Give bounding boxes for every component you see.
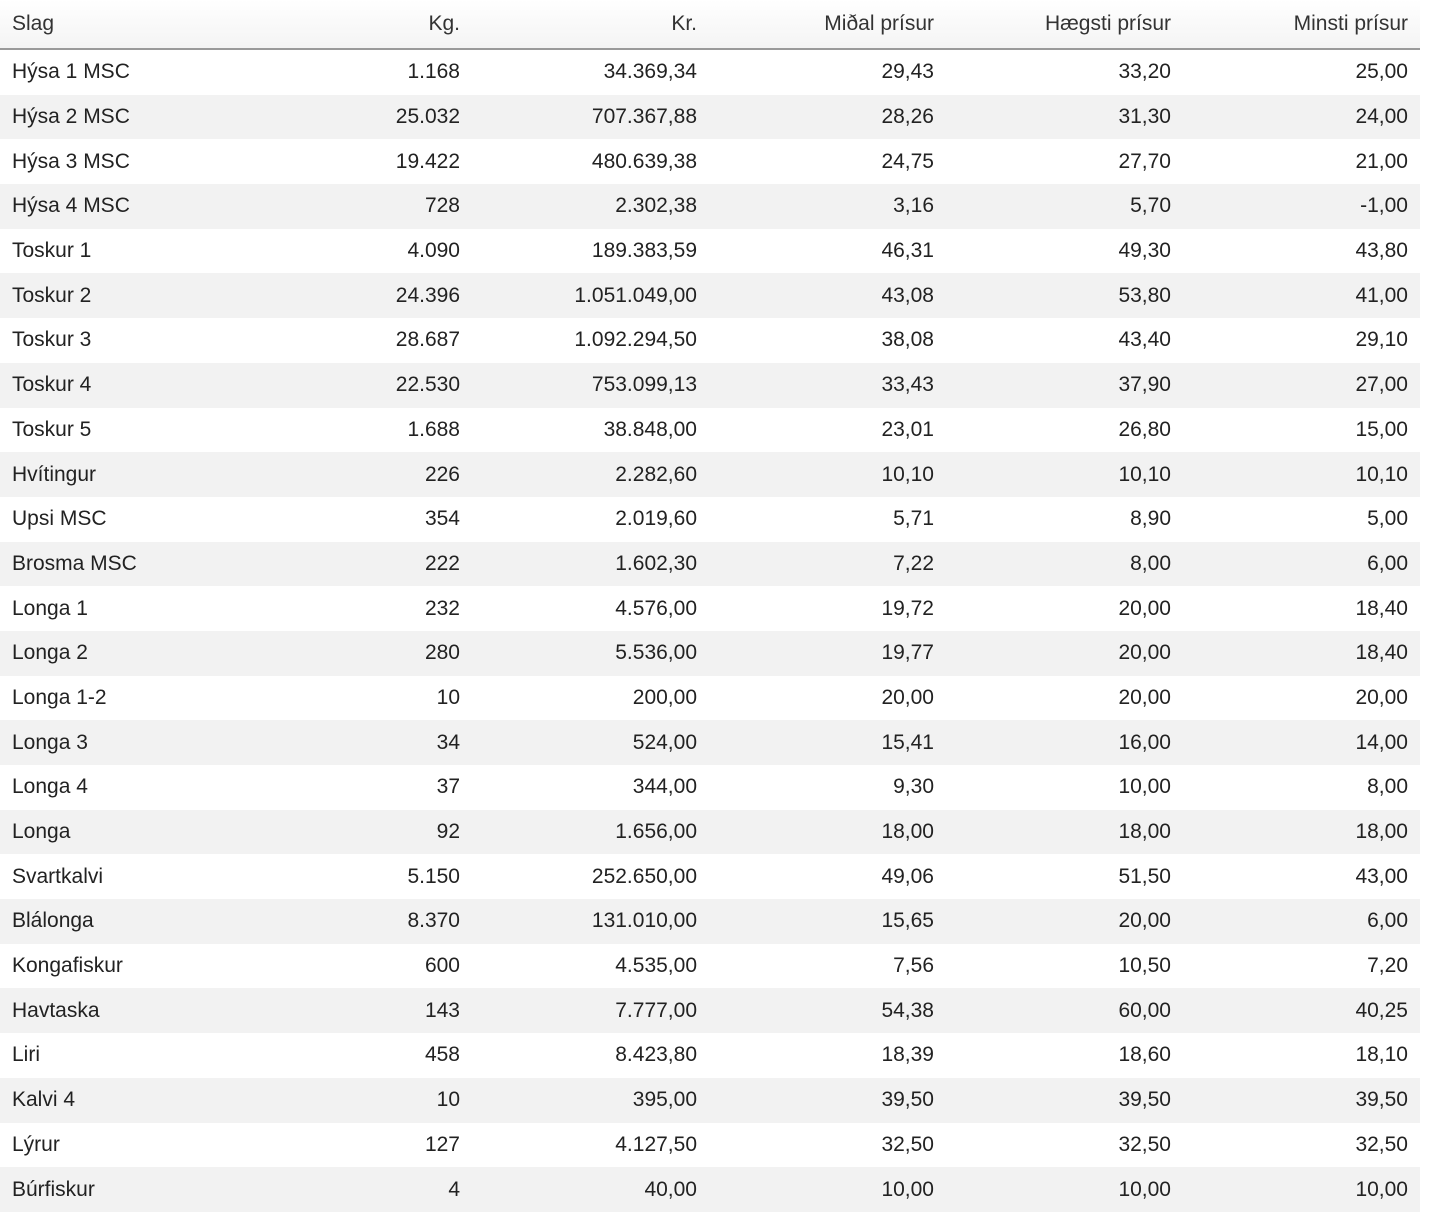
cell-min-price: 25,00	[1183, 49, 1420, 95]
table-row	[0, 676, 1420, 721]
cell-min-price: 6,00	[1183, 542, 1420, 587]
cell-max-price: 16,00	[946, 720, 1183, 765]
cell-slag: Hýsa 2 MSC	[0, 95, 240, 140]
cell-kg: 92	[240, 810, 472, 855]
table-row	[0, 1078, 1420, 1123]
cell-min-price: 43,80	[1183, 229, 1420, 274]
cell-kg: 10	[240, 676, 472, 721]
cell-slag: Longa 2	[0, 631, 240, 676]
table-row	[0, 139, 1420, 184]
cell-max-price: 20,00	[946, 631, 1183, 676]
cell-slag: Longa 4	[0, 765, 240, 810]
column-header-kg[interactable]: Kg.	[240, 0, 472, 49]
cell-min-price: 5,00	[1183, 497, 1420, 542]
cell-max-price: 20,00	[946, 586, 1183, 631]
table-row	[0, 229, 1420, 274]
table-row	[0, 944, 1420, 989]
cell-kr: 7.777,00	[472, 988, 709, 1033]
cell-kg: 226	[240, 452, 472, 497]
cell-kr: 4.127,50	[472, 1123, 709, 1168]
cell-min-price: 21,00	[1183, 139, 1420, 184]
cell-slag: Toskur 1	[0, 229, 240, 274]
cell-avg-price: 19,77	[709, 631, 946, 676]
cell-avg-price: 39,50	[709, 1078, 946, 1123]
table-row	[0, 452, 1420, 497]
cell-min-price: 10,10	[1183, 452, 1420, 497]
cell-avg-price: 10,00	[709, 1167, 946, 1212]
cell-avg-price: 38,08	[709, 318, 946, 363]
cell-avg-price: 29,43	[709, 49, 946, 95]
cell-kg: 37	[240, 765, 472, 810]
cell-kr: 753.099,13	[472, 363, 709, 408]
cell-slag: Havtaska	[0, 988, 240, 1033]
cell-max-price: 10,00	[946, 1167, 1183, 1212]
cell-min-price: 15,00	[1183, 408, 1420, 453]
cell-slag: Hýsa 1 MSC	[0, 49, 240, 95]
cell-slag: Toskur 2	[0, 273, 240, 318]
table-row	[0, 1033, 1420, 1078]
cell-kr: 524,00	[472, 720, 709, 765]
cell-slag: Longa 3	[0, 720, 240, 765]
cell-max-price: 26,80	[946, 408, 1183, 453]
cell-avg-price: 33,43	[709, 363, 946, 408]
column-header-max-price[interactable]: Hægsti prísur	[946, 0, 1183, 49]
cell-avg-price: 19,72	[709, 586, 946, 631]
cell-kr: 131.010,00	[472, 899, 709, 944]
cell-kg: 728	[240, 184, 472, 229]
cell-min-price: 18,00	[1183, 810, 1420, 855]
cell-avg-price: 43,08	[709, 273, 946, 318]
cell-kg: 19.422	[240, 139, 472, 184]
cell-kg: 34	[240, 720, 472, 765]
table-row	[0, 363, 1420, 408]
cell-max-price: 49,30	[946, 229, 1183, 274]
cell-avg-price: 49,06	[709, 854, 946, 899]
cell-slag: Hýsa 3 MSC	[0, 139, 240, 184]
table-row	[0, 586, 1420, 631]
table-row	[0, 1123, 1420, 1168]
cell-max-price: 53,80	[946, 273, 1183, 318]
cell-kr: 200,00	[472, 676, 709, 721]
cell-max-price: 18,60	[946, 1033, 1183, 1078]
cell-kr: 40,00	[472, 1167, 709, 1212]
cell-kg: 4	[240, 1167, 472, 1212]
table-row	[0, 810, 1420, 855]
table-row	[0, 765, 1420, 810]
cell-max-price: 18,00	[946, 810, 1183, 855]
cell-max-price: 10,50	[946, 944, 1183, 989]
cell-kg: 458	[240, 1033, 472, 1078]
cell-avg-price: 3,16	[709, 184, 946, 229]
cell-slag: Kalvi 4	[0, 1078, 240, 1123]
cell-kg: 280	[240, 631, 472, 676]
table-row	[0, 899, 1420, 944]
cell-slag: Brosma MSC	[0, 542, 240, 587]
cell-kr: 480.639,38	[472, 139, 709, 184]
cell-slag: Toskur 4	[0, 363, 240, 408]
cell-max-price: 31,30	[946, 95, 1183, 140]
cell-kr: 34.369,34	[472, 49, 709, 95]
cell-min-price: 20,00	[1183, 676, 1420, 721]
cell-kg: 22.530	[240, 363, 472, 408]
table-row	[0, 95, 1420, 140]
cell-max-price: 32,50	[946, 1123, 1183, 1168]
cell-slag: Longa	[0, 810, 240, 855]
cell-kr: 707.367,88	[472, 95, 709, 140]
cell-min-price: 7,20	[1183, 944, 1420, 989]
cell-kr: 395,00	[472, 1078, 709, 1123]
cell-kg: 5.150	[240, 854, 472, 899]
cell-avg-price: 15,65	[709, 899, 946, 944]
cell-min-price: 18,40	[1183, 631, 1420, 676]
cell-max-price: 37,90	[946, 363, 1183, 408]
cell-max-price: 8,00	[946, 542, 1183, 587]
cell-max-price: 27,70	[946, 139, 1183, 184]
cell-avg-price: 5,71	[709, 497, 946, 542]
cell-kr: 252.650,00	[472, 854, 709, 899]
cell-slag: Toskur 5	[0, 408, 240, 453]
cell-kg: 232	[240, 586, 472, 631]
cell-kr: 1.092.294,50	[472, 318, 709, 363]
cell-avg-price: 7,56	[709, 944, 946, 989]
cell-min-price: 29,10	[1183, 318, 1420, 363]
cell-kr: 1.602,30	[472, 542, 709, 587]
column-header-slag[interactable]: Slag	[0, 0, 240, 49]
cell-min-price: 10,00	[1183, 1167, 1420, 1212]
cell-avg-price: 54,38	[709, 988, 946, 1033]
table-row	[0, 408, 1420, 453]
table-row	[0, 184, 1420, 229]
cell-kg: 8.370	[240, 899, 472, 944]
cell-min-price: 39,50	[1183, 1078, 1420, 1123]
cell-min-price: 43,00	[1183, 854, 1420, 899]
cell-min-price: 24,00	[1183, 95, 1420, 140]
table-row	[0, 720, 1420, 765]
cell-slag: Hýsa 4 MSC	[0, 184, 240, 229]
table-row	[0, 631, 1420, 676]
cell-min-price: 32,50	[1183, 1123, 1420, 1168]
cell-kg: 24.396	[240, 273, 472, 318]
cell-slag: Longa 1-2	[0, 676, 240, 721]
cell-avg-price: 32,50	[709, 1123, 946, 1168]
cell-slag: Hvítingur	[0, 452, 240, 497]
cell-kg: 127	[240, 1123, 472, 1168]
header-row	[0, 0, 1420, 49]
cell-kr: 1.656,00	[472, 810, 709, 855]
cell-kr: 1.051.049,00	[472, 273, 709, 318]
cell-min-price: 14,00	[1183, 720, 1420, 765]
cell-min-price: 40,25	[1183, 988, 1420, 1033]
cell-avg-price: 46,31	[709, 229, 946, 274]
cell-avg-price: 23,01	[709, 408, 946, 453]
cell-max-price: 33,20	[946, 49, 1183, 95]
cell-min-price: 27,00	[1183, 363, 1420, 408]
cell-slag: Búrfiskur	[0, 1167, 240, 1212]
cell-max-price: 20,00	[946, 676, 1183, 721]
cell-slag: Longa 1	[0, 586, 240, 631]
cell-max-price: 39,50	[946, 1078, 1183, 1123]
cell-min-price: -1,00	[1183, 184, 1420, 229]
cell-avg-price: 24,75	[709, 139, 946, 184]
cell-kr: 189.383,59	[472, 229, 709, 274]
cell-kr: 2.282,60	[472, 452, 709, 497]
cell-kr: 2.302,38	[472, 184, 709, 229]
cell-kg: 600	[240, 944, 472, 989]
table-row	[0, 318, 1420, 363]
cell-kg: 28.687	[240, 318, 472, 363]
cell-slag: Upsi MSC	[0, 497, 240, 542]
table-row	[0, 497, 1420, 542]
table-row	[0, 542, 1420, 587]
cell-avg-price: 9,30	[709, 765, 946, 810]
table-row	[0, 988, 1420, 1033]
table-row	[0, 854, 1420, 899]
cell-min-price: 18,10	[1183, 1033, 1420, 1078]
table-header	[0, 0, 1420, 49]
table-row	[0, 1167, 1420, 1212]
cell-slag: Kongafiskur	[0, 944, 240, 989]
cell-max-price: 8,90	[946, 497, 1183, 542]
column-header-kr[interactable]: Kr.	[472, 0, 709, 49]
cell-avg-price: 15,41	[709, 720, 946, 765]
cell-slag: Toskur 3	[0, 318, 240, 363]
cell-max-price: 43,40	[946, 318, 1183, 363]
cell-slag: Lýrur	[0, 1123, 240, 1168]
cell-kg: 354	[240, 497, 472, 542]
cell-min-price: 41,00	[1183, 273, 1420, 318]
table-row	[0, 273, 1420, 318]
cell-kr: 38.848,00	[472, 408, 709, 453]
cell-avg-price: 10,10	[709, 452, 946, 497]
table-body	[0, 49, 1420, 1212]
cell-max-price: 20,00	[946, 899, 1183, 944]
cell-kr: 344,00	[472, 765, 709, 810]
cell-kg: 222	[240, 542, 472, 587]
cell-slag: Blálonga	[0, 899, 240, 944]
cell-max-price: 51,50	[946, 854, 1183, 899]
cell-slag: Svartkalvi	[0, 854, 240, 899]
cell-max-price: 10,10	[946, 452, 1183, 497]
cell-avg-price: 28,26	[709, 95, 946, 140]
cell-kg: 1.168	[240, 49, 472, 95]
cell-kg: 4.090	[240, 229, 472, 274]
cell-kr: 8.423,80	[472, 1033, 709, 1078]
cell-avg-price: 18,39	[709, 1033, 946, 1078]
cell-kr: 4.576,00	[472, 586, 709, 631]
cell-min-price: 8,00	[1183, 765, 1420, 810]
cell-kg: 143	[240, 988, 472, 1033]
cell-kr: 2.019,60	[472, 497, 709, 542]
column-header-avg-price[interactable]: Miðal prísur	[709, 0, 946, 49]
cell-kr: 4.535,00	[472, 944, 709, 989]
cell-avg-price: 20,00	[709, 676, 946, 721]
cell-kg: 25.032	[240, 95, 472, 140]
cell-kg: 1.688	[240, 408, 472, 453]
cell-kg: 10	[240, 1078, 472, 1123]
cell-kr: 5.536,00	[472, 631, 709, 676]
cell-min-price: 18,40	[1183, 586, 1420, 631]
column-header-min-price[interactable]: Minsti prísur	[1183, 0, 1420, 49]
cell-slag: Liri	[0, 1033, 240, 1078]
cell-max-price: 10,00	[946, 765, 1183, 810]
table-row	[0, 49, 1420, 95]
cell-max-price: 5,70	[946, 184, 1183, 229]
cell-max-price: 60,00	[946, 988, 1183, 1033]
cell-avg-price: 7,22	[709, 542, 946, 587]
cell-avg-price: 18,00	[709, 810, 946, 855]
cell-min-price: 6,00	[1183, 899, 1420, 944]
